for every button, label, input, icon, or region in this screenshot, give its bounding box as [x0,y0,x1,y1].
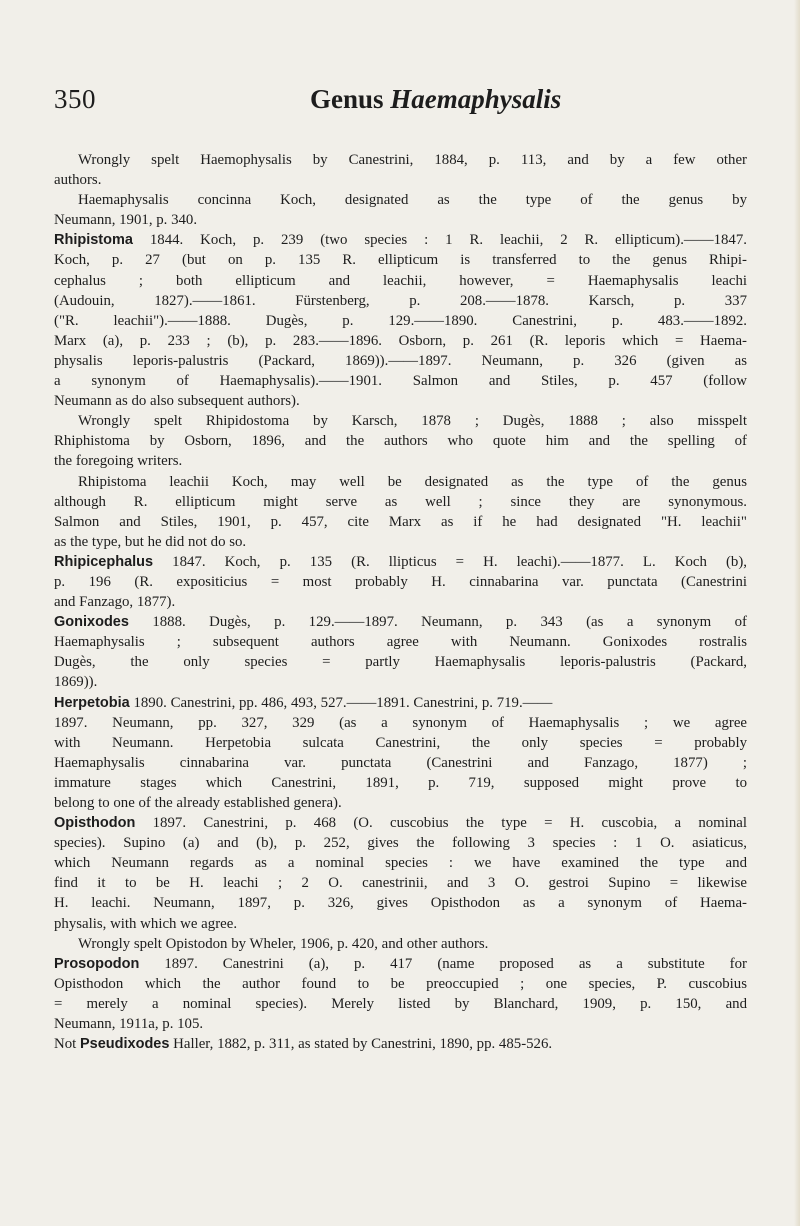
entry-first-line: 1897. Canestrini (a), p. 417 (name proposed as a substitute for [139,955,747,972]
genus-name: Herpetobia [54,694,130,711]
text-line: cephalus ; both ellipticum and leachii, however, = Haemaphysalis leachi [54,272,747,289]
text-line: 1897. Neumann, pp. 327, 329 (as a synonym of Haemaphysalis ; we agree [54,714,747,731]
running-head-prefix: Genus [310,84,391,114]
text-line: Haemaphysalis concinna Koch, designated as the type of the genus by [78,192,747,209]
entry-first-line: Haller, 1882, p. 311, as stated by Canestrini, 1890, pp. 485-526. [169,1036,553,1053]
text-line: Haemaphysalis ; subsequent authors agree with Neumann. Gonixodes rostralis [54,634,747,651]
not-prefix: Not [54,1036,80,1053]
text-line: Salmon and Stiles, 1901, p. 457, cite Marx as if he had designated "H. leachii" [54,513,747,530]
entry-intro [54,150,747,230]
text-line: ("R. leachii").——1888. Dugès, p. 129.——1890. Canestrini, p. 483.——1892. [54,312,747,329]
entry-rhipistoma [54,230,747,552]
genus-name: Rhipicephalus [54,553,154,570]
text-line: although R. ellipticum might serve as well ; since they are synonymous. [54,493,747,510]
entry-prosopodon [54,954,747,1034]
entry-first-line: 1890. Canestrini, pp. 486, 493, 527.——1891. Canestrini, p. 719.—— [129,694,553,711]
entry-pseudixodes [54,1034,747,1054]
page-edge-shadow [794,0,800,1226]
entry-first-line: 1844. Koch, p. 239 (two species : 1 R. leachii, 2 R. ellipticum).——1847. [132,232,747,249]
text-line [54,612,747,632]
running-head [310,84,561,115]
text-line: = merely a nominal species). Merely listed by Blanchard, 1909, p. 150, and [54,995,747,1012]
entry-herpetobia [54,693,747,814]
genus-name: Pseudixodes [79,1036,170,1053]
genus-name: Prosopodon [54,955,140,972]
running-head-genus: Haemaphysalis [390,84,562,114]
text-line: H. leachi. Neumann, 1897, p. 326, gives Opisthodon as a synonym of Haema- [54,895,747,912]
entry-opisthodon [54,813,747,954]
text-line: Neumann, 1901, p. 340. [54,212,198,229]
text-line: physalis, with which we agree. [54,915,238,932]
text-line [54,230,747,250]
text-line [54,954,747,974]
page-number: 350 [54,84,96,114]
text-line: Rhipistoma leachii Koch, may well be designated as the type of the genus [78,473,747,490]
genus-name: Gonixodes [54,614,129,631]
text-line: a synonym of Haemaphysalis).——1901. Salmon and Stiles, p. 457 (follow [54,373,747,390]
genus-name: Rhipistoma [54,232,133,249]
text-line: p. 196 (R. expositicius = most probably H. cinnabarina var. punctata (Canestrini [54,573,747,590]
text-line [54,693,747,713]
text-line: immature stages which Canestrini, 1891, p. 719, supposed might prove to [54,774,747,791]
text-line: Haemaphysalis cinnabarina var. punctata (Canestrini and Fanzago, 1877) ; [54,754,747,771]
text-line: Wrongly spelt Haemophysalis by Canestrini, 1884, p. 113, and by a few other [78,152,747,168]
text-line: Wrongly spelt Opistodon by Wheler, 1906, p. 420, and other authors. [78,935,489,952]
entry-first-line: 1847. Koch, p. 135 (R. llipticus = H. leachi).——1877. L. Koch (b), [153,553,747,570]
text-line: Rhiphistoma by Osborn, 1896, and the authors who quote him and the spelling of [54,433,747,450]
text-line: with Neumann. Herpetobia sulcata Canestrini, the only species = probably [54,734,747,751]
text-line: the foregoing writers. [54,453,183,470]
entry-rhipicephalus [54,552,747,612]
page-header [54,84,680,124]
text-line: species). Supino (a) and (b), p. 252, gives the following 3 species : 1 O. asiaticus, [54,835,747,852]
text-line [54,813,747,833]
text-line: and Fanzago, 1877). [54,594,176,611]
text-line: as the type, but he did not do so. [54,533,247,550]
text-line: which Neumann regards as a nominal species : we have examined the type and [54,855,747,872]
entry-gonixodes [54,612,747,692]
text-line: Wrongly spelt Rhipidostoma by Karsch, 1878 ; Dugès, 1888 ; also misspelt [78,413,747,430]
text-line: authors. [54,172,102,189]
body-text [54,150,747,1054]
text-line: Koch, p. 27 (but on p. 135 R. ellipticum is transferred to the genus Rhipi- [54,252,747,269]
text-line [54,552,747,572]
text-line: Marx (a), p. 233 ; (b), p. 283.——1896. Osborn, p. 261 (R. leporis which = Haema- [54,332,747,349]
text-line: Dugès, the only species = partly Haemaphysalis leporis-palustris (Packard, [54,654,747,671]
text-line [54,1034,747,1054]
genus-name: Opisthodon [54,815,136,832]
entry-first-line: 1897. Canestrini, p. 468 (O. cuscobius the type = H. cuscobia, a nominal [135,815,747,832]
text-line: 1869)). [54,674,98,691]
text-line: find it to be H. leachi ; 2 O. canestrinii, and 3 O. gestroi Supino = likewise [54,875,747,892]
text-line: Neumann, 1911a, p. 105. [54,1016,204,1033]
entry-first-line: 1888. Dugès, p. 129.——1897. Neumann, p. 343 (as a synonym of [128,614,747,631]
text-line: Opisthodon which the author found to be preoccupied ; one species, P. cuscobius [54,975,747,992]
text-line: (Audouin, 1827).——1861. Fürstenberg, p. 208.——1878. Karsch, p. 337 [54,292,747,309]
text-line: belong to one of the already established genera). [54,795,342,811]
text-line: physalis leporis-palustris (Packard, 1869)).——1897. Neumann, p. 326 (given as [54,352,747,369]
text-line: Neumann as do also subsequent authors). [54,393,300,410]
